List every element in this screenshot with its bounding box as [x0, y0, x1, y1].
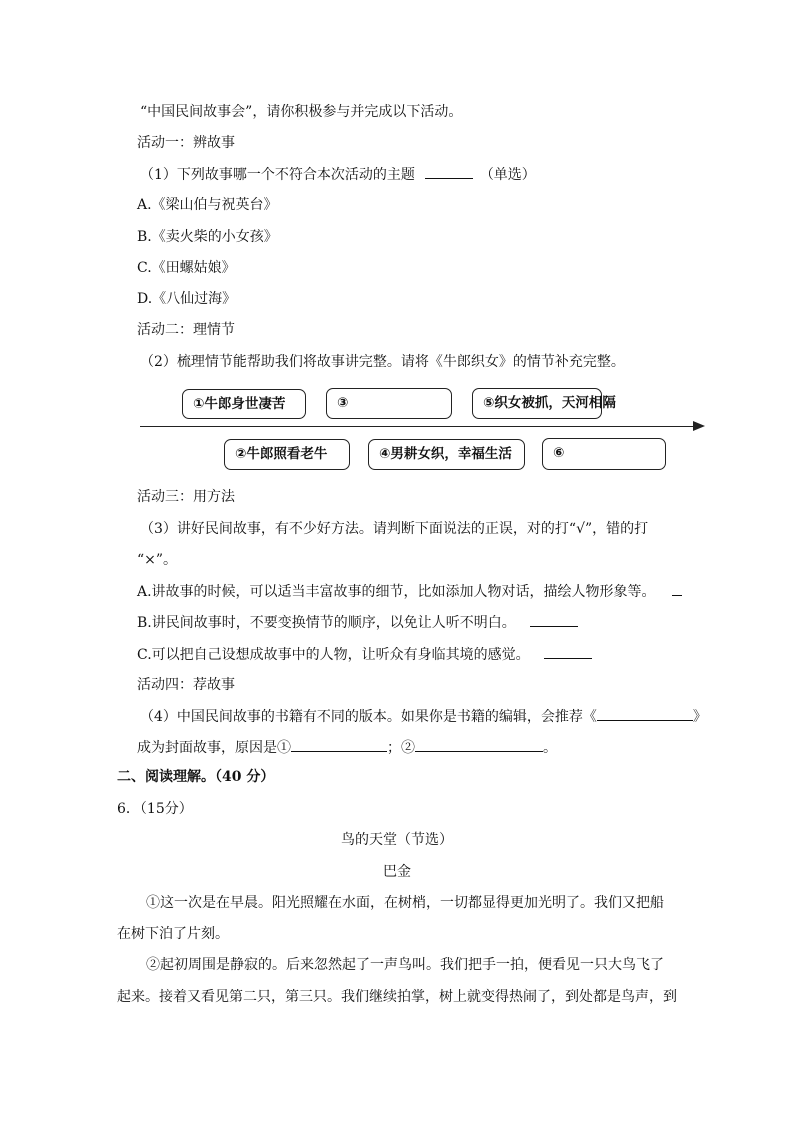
question-4-sep: ；② [387, 740, 415, 756]
plot-box-3[interactable]: ③ [326, 388, 452, 419]
question-3-line2: “×”。 [137, 552, 178, 568]
plot-box-5: ⑤织女被抓，天河相隔 [472, 388, 602, 419]
question-1-text: （1）下列故事哪一个不符合本次活动的主题 [140, 167, 415, 183]
answer-blank-c[interactable] [544, 644, 592, 659]
activity4-title: 活动四：荐故事 [137, 677, 235, 693]
question-4-text: （4）中国民间故事的书籍有不同的版本。如果你是书籍的编辑，会推荐《 [140, 709, 597, 725]
plot-box-2: ②牛郎照看老牛 [224, 439, 350, 470]
question-4-end-2: 。 [543, 740, 557, 756]
statement-a-text: A.讲故事的时候，可以适当丰富故事的细节，比如添加人物对话，描绘人物形象等。 [137, 584, 656, 600]
question-4-line1 [140, 706, 707, 727]
answer-blank-a[interactable] [672, 581, 682, 596]
statement-b-text: B.讲民间故事时，不要变换情节的顺序，以免让人听不明白。 [137, 615, 516, 631]
question-6-number: 6．（15分） [117, 801, 193, 817]
option-d: D.《八仙过海》 [137, 291, 237, 307]
option-b: B.《卖火柴的小女孩》 [137, 229, 278, 245]
statement-c-text: C.可以把自己设想成故事中的人物，让听众有身临其境的感觉。 [137, 647, 530, 663]
answer-blank-reason-2[interactable] [415, 737, 543, 752]
option-c: C.《田螺姑娘》 [137, 260, 236, 276]
question-4-reason-label: 成为封面故事，原因是① [137, 740, 291, 756]
passage-title: 鸟的天堂（节选） [341, 832, 453, 848]
timeline-arrow-icon [693, 421, 705, 431]
passage-p2-line2: 起来。接着又看见第二只，第三只。我们继续拍掌，树上就变得热闹了，到处都是鸟声，到 [117, 989, 677, 1005]
passage-author: 巴金 [383, 864, 411, 880]
plot-box-4: ④男耕女织，幸福生活 [368, 439, 525, 470]
activity1-title: 活动一：辨故事 [137, 135, 235, 151]
question-4-end: 》 [692, 709, 707, 725]
passage-p2-line1: ②起初周围是静寂的。后来忽然起了一声鸟叫。我们把手一拍，便看见一只大鸟飞了 [146, 957, 664, 973]
section-2-heading: 二、阅读理解。（40 分） [117, 769, 275, 785]
question-1 [140, 164, 536, 185]
option-a: A.《梁山伯与祝英台》 [137, 197, 278, 213]
plot-box-6[interactable]: ⑥ [542, 438, 666, 470]
statement-a [137, 581, 682, 602]
intro-text: “中国民间故事会”，请你积极参与并完成以下活动。 [140, 104, 463, 120]
activity2-title: 活动二：理情节 [137, 322, 235, 338]
question-4-line2 [137, 737, 557, 758]
statement-b [137, 612, 578, 633]
answer-blank-reason-1[interactable] [291, 737, 387, 752]
statement-c [137, 644, 592, 665]
answer-blank-1[interactable] [425, 164, 473, 179]
timeline-axis [140, 426, 696, 427]
question-3-line1: （3）讲好民间故事，有不少好方法。请判断下面说法的正误，对的打“√”，错的打 [140, 521, 649, 537]
question-2: （2）梳理情节能帮助我们将故事讲完整。请将《牛郎织女》的情节补充完整。 [140, 354, 625, 370]
passage-p1-line2: 在树下泊了片刻。 [117, 926, 229, 942]
answer-blank-book[interactable] [597, 706, 693, 721]
answer-blank-b[interactable] [530, 612, 578, 627]
plot-box-1: ①牛郎身世凄苦 [182, 389, 306, 419]
question-1-suffix: （单选） [479, 167, 536, 183]
activity3-title: 活动三：用方法 [137, 489, 235, 505]
passage-p1-line1: ①这一次是在早晨。阳光照耀在水面，在树梢，一切都显得更加光明了。我们又把船 [146, 895, 664, 911]
